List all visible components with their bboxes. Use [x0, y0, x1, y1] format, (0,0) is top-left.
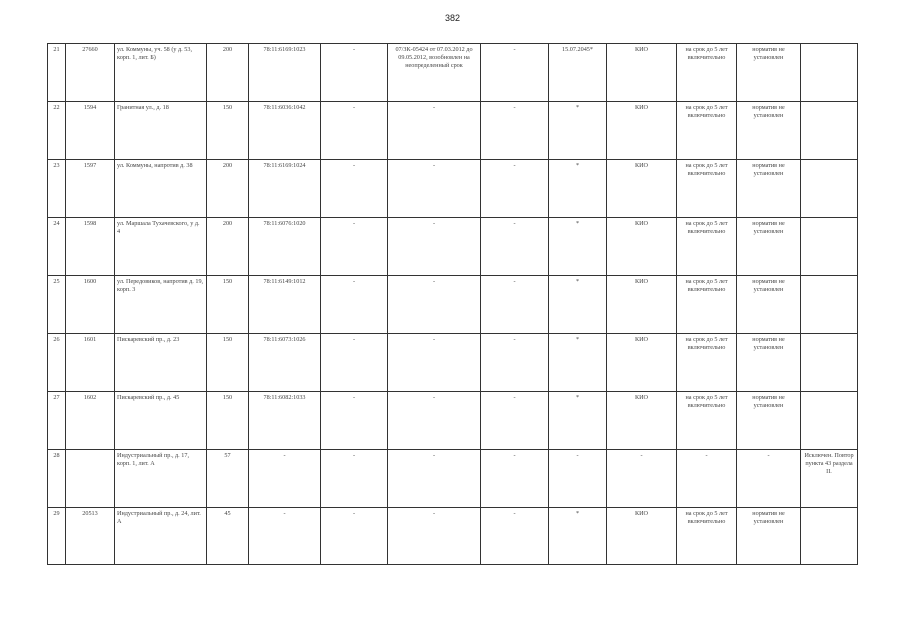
cell-area: 200: [207, 218, 249, 276]
table-row: [48, 160, 858, 218]
cell-number: 25: [48, 276, 66, 334]
cell-id: 1602: [66, 392, 115, 450]
cell-cadastral: 78:11:6036:1042: [249, 102, 321, 160]
cell-norm: норматив не установлен: [737, 218, 801, 276]
cell-contract: -: [388, 450, 481, 508]
cell-term: -: [677, 450, 737, 508]
cell-number: 21: [48, 44, 66, 102]
cell-contract: -: [388, 334, 481, 392]
page-number: 382: [444, 13, 461, 23]
table-row: [48, 102, 858, 160]
cell-address: Индустриальный пр., д. 24, лит. А: [115, 508, 207, 565]
cell-term: на срок до 5 лет включительно: [677, 44, 737, 102]
cell-address: ул. Передовиков, напротив д. 19, корп. 3: [115, 276, 207, 334]
cell-term: на срок до 5 лет включительно: [677, 276, 737, 334]
cell-agency: КИО: [607, 334, 677, 392]
cell-id: 20513: [66, 508, 115, 565]
cell-agency: -: [607, 450, 677, 508]
cell-id: 1601: [66, 334, 115, 392]
cell-cadastral: -: [249, 450, 321, 508]
cell-agency: КИО: [607, 102, 677, 160]
cell-note: [801, 276, 858, 334]
cell-term: на срок до 5 лет включительно: [677, 508, 737, 565]
cell-norm: норматив не установлен: [737, 44, 801, 102]
table-row: [48, 334, 858, 392]
cell-number: 27: [48, 392, 66, 450]
table-row: [48, 218, 858, 276]
cell-contract: -: [388, 392, 481, 450]
cell-cadastral: 78:11:6169:1024: [249, 160, 321, 218]
cell-col6: -: [321, 508, 388, 565]
cell-norm: норматив не установлен: [737, 102, 801, 160]
cell-note: [801, 392, 858, 450]
cell-col6: -: [321, 218, 388, 276]
cell-date: *: [549, 508, 607, 565]
cell-area: 57: [207, 450, 249, 508]
cell-col8: -: [481, 392, 549, 450]
cell-address: ул. Коммуны, уч. 58 (у д. 53, корп. 1, лит. Б): [115, 44, 207, 102]
cell-area: 150: [207, 276, 249, 334]
cell-term: на срок до 5 лет включительно: [677, 102, 737, 160]
cell-area: 150: [207, 334, 249, 392]
cell-norm: норматив не установлен: [737, 334, 801, 392]
cell-address: Пискаревский пр., д. 23: [115, 334, 207, 392]
cell-address: Гранитная ул., д. 18: [115, 102, 207, 160]
cell-cadastral: 78:11:6076:1020: [249, 218, 321, 276]
table-row: [48, 276, 858, 334]
cell-contract: -: [388, 508, 481, 565]
cell-id: 1598: [66, 218, 115, 276]
cell-date: *: [549, 334, 607, 392]
cell-term: на срок до 5 лет включительно: [677, 218, 737, 276]
cell-address: ул. Маршала Тухачевского, у д. 4: [115, 218, 207, 276]
table-row: [48, 508, 858, 565]
cell-contract: -: [388, 102, 481, 160]
cell-norm: норматив не установлен: [737, 160, 801, 218]
cell-id: 27660: [66, 44, 115, 102]
cell-contract: -: [388, 276, 481, 334]
cell-col6: -: [321, 160, 388, 218]
cell-norm: норматив не установлен: [737, 392, 801, 450]
cell-number: 23: [48, 160, 66, 218]
cell-id: 1594: [66, 102, 115, 160]
cell-area: 200: [207, 160, 249, 218]
cell-area: 150: [207, 102, 249, 160]
cell-cadastral: 78:11:6082:1033: [249, 392, 321, 450]
cell-area: 200: [207, 44, 249, 102]
cell-number: 29: [48, 508, 66, 565]
cell-col8: -: [481, 44, 549, 102]
cell-date: *: [549, 102, 607, 160]
cell-note: [801, 508, 858, 565]
cell-col8: -: [481, 218, 549, 276]
cell-number: 24: [48, 218, 66, 276]
cell-note: [801, 218, 858, 276]
cell-col8: -: [481, 508, 549, 565]
cell-address: Пискаревский пр., д. 45: [115, 392, 207, 450]
cell-norm: норматив не установлен: [737, 276, 801, 334]
cell-date: *: [549, 218, 607, 276]
cell-term: на срок до 5 лет включительно: [677, 334, 737, 392]
cell-agency: КИО: [607, 276, 677, 334]
cell-cadastral: 78:11:6169:1023: [249, 44, 321, 102]
cell-note: [801, 160, 858, 218]
cell-number: 28: [48, 450, 66, 508]
register-table: [47, 43, 858, 565]
cell-number: 22: [48, 102, 66, 160]
cell-col8: -: [481, 450, 549, 508]
cell-date: *: [549, 392, 607, 450]
cell-col6: -: [321, 334, 388, 392]
cell-id: [66, 450, 115, 508]
cell-note: Исключен. Повтор пункта 43 раздела II.: [801, 450, 858, 508]
cell-number: 26: [48, 334, 66, 392]
table-row: [48, 450, 858, 508]
cell-area: 45: [207, 508, 249, 565]
cell-id: 1597: [66, 160, 115, 218]
cell-address: ул. Коммуны, напротив д. 38: [115, 160, 207, 218]
cell-date: 15.07.2045*: [549, 44, 607, 102]
cell-cadastral: -: [249, 508, 321, 565]
cell-note: [801, 334, 858, 392]
cell-col6: -: [321, 44, 388, 102]
cell-col6: -: [321, 450, 388, 508]
cell-agency: КИО: [607, 392, 677, 450]
cell-address: Индустриальный пр., д. 17, корп. 1, лит. А: [115, 450, 207, 508]
cell-date: -: [549, 450, 607, 508]
cell-agency: КИО: [607, 218, 677, 276]
cell-contract: -: [388, 160, 481, 218]
cell-area: 150: [207, 392, 249, 450]
cell-agency: КИО: [607, 44, 677, 102]
cell-norm: норматив не установлен: [737, 508, 801, 565]
cell-col8: -: [481, 334, 549, 392]
cell-col8: -: [481, 160, 549, 218]
cell-agency: КИО: [607, 160, 677, 218]
cell-contract: 07/ЗК-05424 от 07.03.2012 до 09.05.2012, возобновлен на неопределенный срок: [388, 44, 481, 102]
cell-col6: -: [321, 392, 388, 450]
cell-term: на срок до 5 лет включительно: [677, 392, 737, 450]
cell-col6: -: [321, 102, 388, 160]
table-row: [48, 44, 858, 102]
cell-date: *: [549, 276, 607, 334]
cell-term: на срок до 5 лет включительно: [677, 160, 737, 218]
cell-cadastral: 78:11:6149:1012: [249, 276, 321, 334]
cell-cadastral: 78:11:6073:1026: [249, 334, 321, 392]
cell-note: [801, 44, 858, 102]
cell-note: [801, 102, 858, 160]
cell-norm: -: [737, 450, 801, 508]
cell-col8: -: [481, 276, 549, 334]
cell-col8: -: [481, 102, 549, 160]
cell-id: 1600: [66, 276, 115, 334]
cell-date: *: [549, 160, 607, 218]
table-row: [48, 392, 858, 450]
cell-contract: -: [388, 218, 481, 276]
cell-agency: КИО: [607, 508, 677, 565]
cell-col6: -: [321, 276, 388, 334]
